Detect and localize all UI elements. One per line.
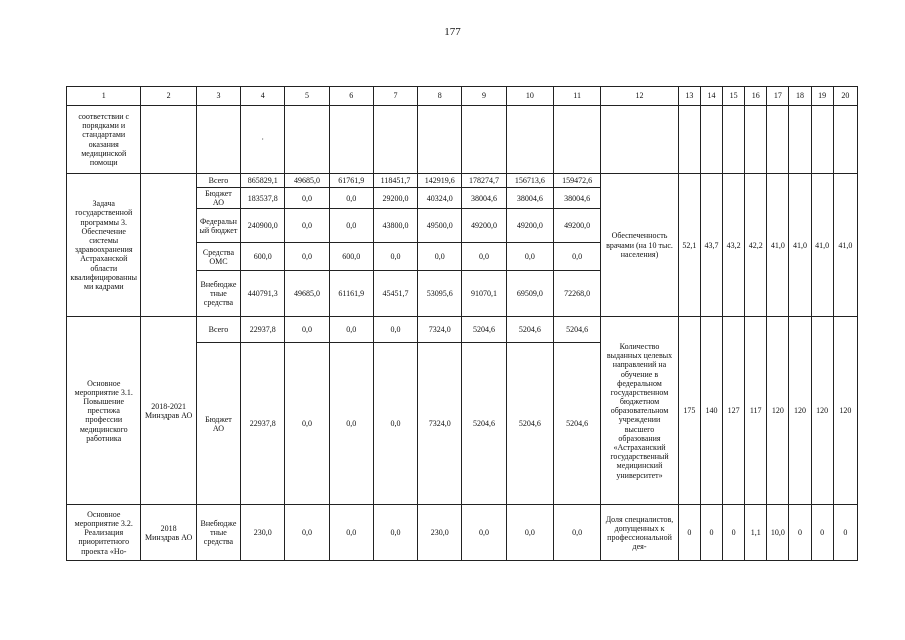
indicator-value: 120 <box>811 317 833 505</box>
source-label: Всего <box>196 317 240 343</box>
value-cell: 0,0 <box>373 317 417 343</box>
value-cell: 5204,6 <box>553 343 600 505</box>
value-cell: 49685,0 <box>285 271 329 317</box>
value-cell: 0,0 <box>285 209 329 243</box>
indicator-value: 0 <box>700 505 722 561</box>
indicator-value: 175 <box>678 317 700 505</box>
value-cell: 0,0 <box>373 243 417 271</box>
value-cell: 865829,1 <box>241 174 285 188</box>
column-header: 14 <box>700 87 722 106</box>
value-cell: 49500,0 <box>418 209 462 243</box>
value-cell: 91070,1 <box>462 271 506 317</box>
value-cell: 61761,9 <box>329 174 373 188</box>
indicator-value: 117 <box>745 317 767 505</box>
column-header: 20 <box>833 87 857 106</box>
value-cell: 118451,7 <box>373 174 417 188</box>
indicator-value: 41,0 <box>833 174 857 317</box>
value-cell: 7324,0 <box>418 317 462 343</box>
value-cell: 178274,7 <box>462 174 506 188</box>
value-cell: 0,0 <box>462 243 506 271</box>
source-label: Внебюджетные средства <box>196 505 240 561</box>
indicator-value: 0 <box>811 505 833 561</box>
column-header: 2 <box>141 87 196 106</box>
value-cell: 0,0 <box>329 209 373 243</box>
indicator-value: 0 <box>789 505 811 561</box>
m32-period-executor: 2018 Минздрав АО <box>141 505 196 561</box>
value-cell: 22937,8 <box>241 317 285 343</box>
value-cell: 0,0 <box>329 505 373 561</box>
task3-description: Задача государственной программы 3. Обеспечение системы здравоохранения Астраханской области квалифицированными кадрами <box>67 174 141 317</box>
column-header: 3 <box>196 87 240 106</box>
value-cell: 600,0 <box>329 243 373 271</box>
indicator-value: 1,1 <box>745 505 767 561</box>
value-cell: 5204,6 <box>553 317 600 343</box>
column-header: 12 <box>601 87 678 106</box>
value-cell: 0,0 <box>285 243 329 271</box>
value-cell: 53095,6 <box>418 271 462 317</box>
value-cell: 38004,6 <box>553 188 600 209</box>
m31-indicator: Количество выданных целевых направлений на обучение в федеральном государственном бюджетном образовательном учреждении высшего образования «Астраханский государственный медицинский университет» <box>601 317 678 505</box>
indicator-value: 10,0 <box>767 505 789 561</box>
source-label: Бюджет АО <box>196 188 240 209</box>
column-header: 4 <box>241 87 285 106</box>
value-cell: 38004,6 <box>462 188 506 209</box>
indicator-value: 120 <box>833 317 857 505</box>
indicator-value: 127 <box>723 317 745 505</box>
source-label: Федеральный бюджет <box>196 209 240 243</box>
carryover-row <box>67 106 858 174</box>
m31-period-executor: 2018-2021 Минздрав АО <box>141 317 196 505</box>
column-header: 15 <box>723 87 745 106</box>
indicator-value: 140 <box>700 317 722 505</box>
page-number: 177 <box>444 26 461 38</box>
column-header: 5 <box>285 87 329 106</box>
value-cell: 0,0 <box>285 343 329 505</box>
carryover-text: соответствии с порядками и стандартами оказания медицинской помощи <box>67 106 141 174</box>
value-cell: 0,0 <box>329 317 373 343</box>
value-cell: 440791,3 <box>241 271 285 317</box>
column-header: 8 <box>418 87 462 106</box>
value-cell: 43800,0 <box>373 209 417 243</box>
value-cell: 0,0 <box>553 243 600 271</box>
value-cell: 0,0 <box>285 317 329 343</box>
value-cell: 0,0 <box>462 505 506 561</box>
indicator-value: 43,2 <box>723 174 745 317</box>
column-header: 19 <box>811 87 833 106</box>
task3-indicator: Обеспеченность врачами (на 10 тыс. населения) <box>601 174 678 317</box>
value-cell: 40324,0 <box>418 188 462 209</box>
column-header: 11 <box>553 87 600 106</box>
value-cell: 156713,6 <box>506 174 553 188</box>
value-cell: 49200,0 <box>462 209 506 243</box>
column-header: 10 <box>506 87 553 106</box>
value-cell: 49685,0 <box>285 174 329 188</box>
value-cell: 49200,0 <box>553 209 600 243</box>
column-header: 13 <box>678 87 700 106</box>
indicator-value: 43,7 <box>700 174 722 317</box>
indicator-value: 41,0 <box>811 174 833 317</box>
indicator-value: 120 <box>767 317 789 505</box>
value-cell: 72268,0 <box>553 271 600 317</box>
program-table <box>66 86 858 561</box>
value-cell: 0,0 <box>285 505 329 561</box>
indicator-value: 120 <box>789 317 811 505</box>
indicator-value: 41,0 <box>789 174 811 317</box>
value-cell: 0,0 <box>329 188 373 209</box>
header-row <box>67 87 858 106</box>
value-cell: 22937,8 <box>241 343 285 505</box>
value-cell: 230,0 <box>418 505 462 561</box>
m31-row-total <box>67 317 858 343</box>
indicator-value: 0 <box>723 505 745 561</box>
m32-indicator: Доля специалистов, допущенных к профессиональной дея- <box>601 505 678 561</box>
m31-description: Основное мероприятие 3.1. Повышение престижа профессии медицинского работника <box>67 317 141 505</box>
column-header: 18 <box>789 87 811 106</box>
value-cell: 7324,0 <box>418 343 462 505</box>
value-cell: 5204,6 <box>462 317 506 343</box>
value-cell: 0,0 <box>285 188 329 209</box>
value-cell: 29200,0 <box>373 188 417 209</box>
indicator-value: 41,0 <box>767 174 789 317</box>
source-label: Средства ОМС <box>196 243 240 271</box>
value-cell: 240900,0 <box>241 209 285 243</box>
value-cell: 5204,6 <box>506 343 553 505</box>
value-cell: 600,0 <box>241 243 285 271</box>
value-cell: 230,0 <box>241 505 285 561</box>
value-cell: 0,0 <box>553 505 600 561</box>
indicator-value: 42,2 <box>745 174 767 317</box>
value-cell: 0,0 <box>506 505 553 561</box>
value-cell: 5204,6 <box>506 317 553 343</box>
indicator-value: 0 <box>678 505 700 561</box>
value-cell: 49200,0 <box>506 209 553 243</box>
column-header: 7 <box>373 87 417 106</box>
m32-row <box>67 505 858 561</box>
indicator-value: 52,1 <box>678 174 700 317</box>
column-header: 17 <box>767 87 789 106</box>
task3-row-total <box>67 174 858 188</box>
value-cell: 0,0 <box>373 343 417 505</box>
source-label: Всего <box>196 174 240 188</box>
value-cell: 38004,6 <box>506 188 553 209</box>
column-header: 6 <box>329 87 373 106</box>
column-header: 1 <box>67 87 141 106</box>
value-cell: 142919,6 <box>418 174 462 188</box>
m32-description: Основное мероприятие 3.2. Реализация приоритетного проекта «Но- <box>67 505 141 561</box>
indicator-value: 0 <box>833 505 857 561</box>
value-cell: 69509,0 <box>506 271 553 317</box>
value-cell: 61161,9 <box>329 271 373 317</box>
value-cell: 5204,6 <box>462 343 506 505</box>
column-header: 9 <box>462 87 506 106</box>
source-label: Бюджет АО <box>196 343 240 505</box>
stray-mark: · <box>241 106 285 174</box>
value-cell: 183537,8 <box>241 188 285 209</box>
column-header: 16 <box>745 87 767 106</box>
value-cell: 159472,6 <box>553 174 600 188</box>
value-cell: 0,0 <box>506 243 553 271</box>
source-label: Внебюджетные средства <box>196 271 240 317</box>
value-cell: 0,0 <box>329 343 373 505</box>
value-cell: 0,0 <box>373 505 417 561</box>
value-cell: 0,0 <box>418 243 462 271</box>
value-cell: 45451,7 <box>373 271 417 317</box>
